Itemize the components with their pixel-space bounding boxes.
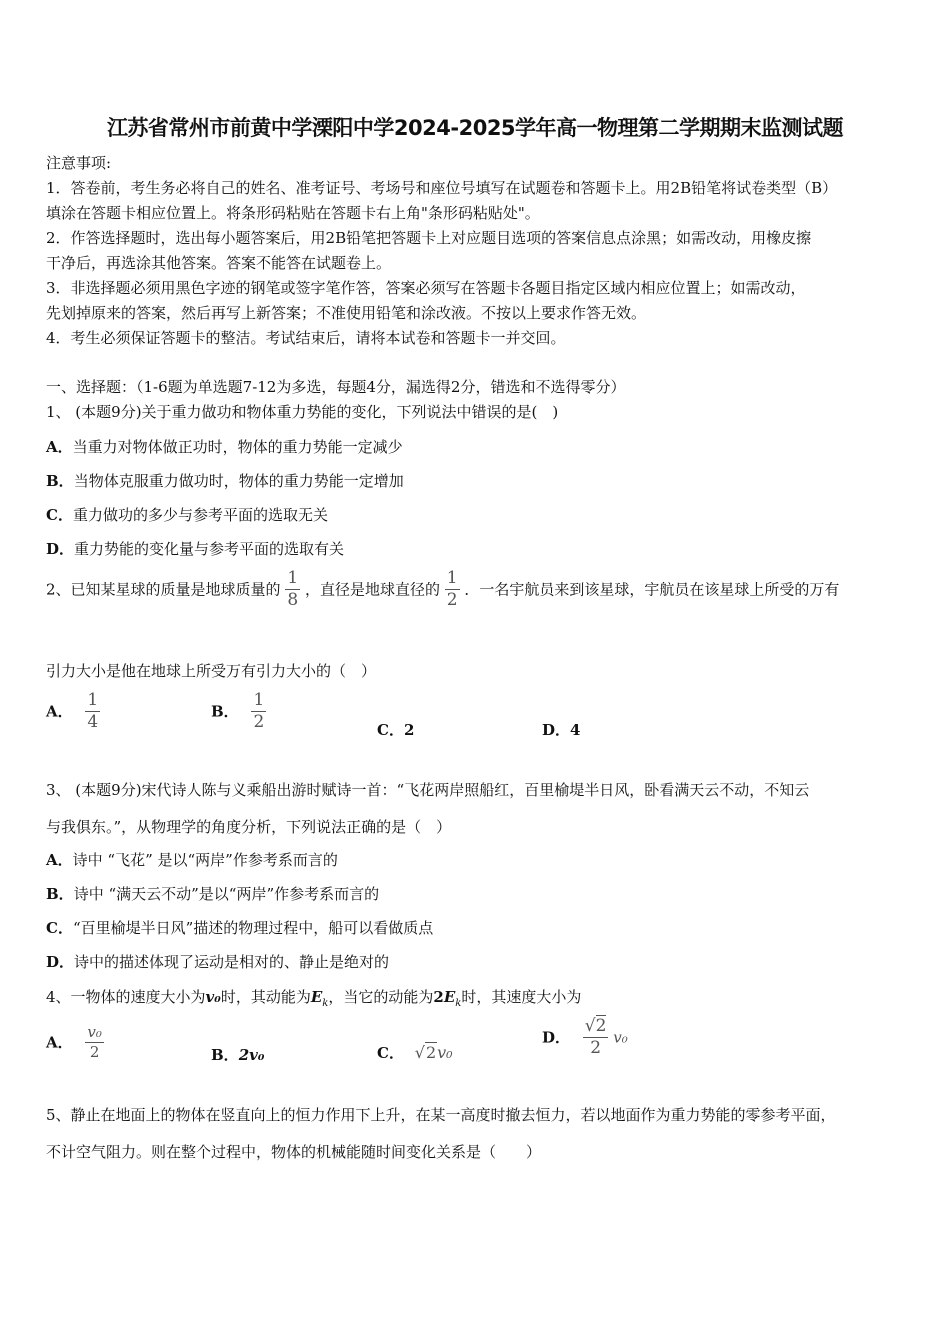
option-text: 当重力对物体做正功时，物体的重力势能一定减少 [72, 438, 403, 456]
option-text: 2v₀ [238, 1046, 265, 1064]
option-label: C． [46, 506, 73, 524]
q4-sub: k [455, 998, 462, 1009]
fraction [445, 570, 460, 609]
option-text: 重力势能的变化量与参考平面的选取有关 [74, 540, 345, 558]
question-3-stem-line2: 与我俱东。”，从物理学的角度分析，下列说法正确的是（ ） [46, 818, 452, 836]
option-text: 4 [570, 721, 581, 739]
numerator: 1 [253, 690, 265, 710]
fraction [583, 1018, 609, 1057]
option-text: 重力做功的多少与参考平面的选取无关 [72, 506, 328, 524]
q4-text: 时，其速度大小为 [461, 988, 582, 1006]
notice-line: 3．非选择题必须用黑色字迹的钢笔或签字笔作答，答案必须写在答题卡各题目指定区域内相应位置上；如需改动， [46, 279, 806, 297]
q4-sub: k [322, 998, 329, 1009]
option-text: 当物体克服重力做功时，物体的重力势能一定增加 [73, 472, 404, 490]
option-label: B． [46, 472, 74, 490]
numerator: v₀ [87, 1023, 102, 1041]
page-title: 江苏省常州市前黄中学溧阳中学2024-2025学年高一物理第二学期期末监测试题 [106, 116, 844, 140]
sqrt-expression: √2v₀ [414, 1043, 453, 1062]
option-text: 诗中的描述体现了运动是相对的、静止是绝对的 [74, 953, 390, 971]
q2-text: ，直径是地球直径的 [304, 580, 440, 599]
q4-text: 4、一物体的速度大小为 [46, 988, 206, 1006]
option-label: C． [377, 721, 404, 739]
question-2-option-b [211, 692, 266, 731]
notice-line: 干净后，再选涂其他答案。答案不能答在试题卷上。 [46, 254, 392, 272]
notice-line: 先划掉原来的答案，然后再写上新答案；不准使用铅笔和涂改液。不按以上要求作答无效。 [46, 304, 647, 322]
q2-text: 2、已知某星球的质量是地球质量的 [46, 580, 281, 599]
denominator: 2 [590, 1038, 602, 1058]
question-2-option-a [46, 692, 100, 731]
fraction [85, 1025, 104, 1060]
q4-text: 时，其动能为 [220, 988, 311, 1006]
question-3-option-a [46, 849, 338, 870]
q4-var: E [310, 988, 323, 1006]
question-2-line2: 引力大小是他在地球上所受万有引力大小的（ ） [46, 662, 377, 680]
option-label: B． [211, 702, 239, 721]
option-text: 2 [403, 721, 415, 739]
q4-var: E [443, 988, 456, 1006]
question-3-stem-line1: 3、 (本题9分)宋代诗人陈与义乘船出游时赋诗一首：“飞花两岸照船红，百里榆堤半日风，卧看满天云不动，不知云 [46, 781, 810, 799]
question-1-option-c [46, 504, 328, 525]
question-4-option-c [377, 1042, 453, 1063]
question-5-stem-line1: 5、静止在地面上的物体在竖直向上的恒力作用下上升，在某一高度时撤去恒力，若以地面作为重力势能的零参考平面， [46, 1106, 836, 1124]
question-4-option-b [211, 1044, 264, 1065]
option-label: C． [46, 919, 73, 937]
question-2-option-d [542, 719, 580, 740]
option-text: “百里榆堤半日风”描述的物理过程中，船可以看做质点 [72, 919, 434, 937]
option-text: 诗中 “满天云不动”是以“两岸”作参考系而言的 [73, 885, 380, 903]
q4-text: ，当它的动能为 [328, 988, 434, 1006]
question-2-stem [46, 570, 839, 609]
option-label: B． [211, 1046, 239, 1064]
q2-text: ．一名宇航员来到该星球，宇航员在该星球上所受的万有 [464, 580, 840, 599]
fraction [85, 692, 100, 731]
question-4-option-a [46, 1025, 104, 1060]
option-label: A． [46, 1033, 73, 1052]
option-label: A． [46, 851, 73, 869]
radicand: 2 [425, 1043, 437, 1062]
q4-num: 2 [433, 988, 444, 1006]
question-3-option-c [46, 917, 433, 938]
question-2-option-c [377, 719, 414, 740]
question-1-option-a [46, 436, 403, 457]
denominator: 2 [446, 590, 458, 610]
option-label: D． [542, 721, 571, 739]
notice-line: 填涂在答题卡相应位置上。将条形码粘贴在答题卡右上角"条形码粘贴处"。 [46, 204, 540, 222]
option-label: C． [377, 1044, 404, 1062]
numerator: 1 [446, 568, 458, 588]
option-label: D． [46, 953, 75, 971]
question-3-option-d [46, 951, 389, 972]
numerator: √2 [584, 1016, 607, 1036]
notice-line: 2．作答选择题时，选出每小题答案后，用2B铅笔把答题卡上对应题目选项的答案信息点涂黑；如需改动，用橡皮擦 [46, 229, 812, 247]
denominator: 2 [89, 1043, 100, 1061]
numerator: 1 [287, 568, 299, 588]
question-1-option-b [46, 470, 404, 491]
question-4-option-d [542, 1018, 628, 1057]
q4-var: v₀ [205, 988, 221, 1006]
question-1-option-d [46, 538, 344, 559]
option-label: A． [46, 702, 73, 721]
section-heading: 一、选择题：（1-6题为单选题7-12为多选，每题4分，漏选得2分，错选和不选得零分） [46, 378, 626, 396]
question-3-option-b [46, 883, 379, 904]
option-label: D． [46, 540, 75, 558]
option-label: B． [46, 885, 74, 903]
denominator: 8 [287, 590, 299, 610]
option-label: D． [542, 1028, 571, 1047]
notice-line: 1．答卷前，考生务必将自己的姓名、准考证号、考场号和座位号填写在试题卷和答题卡上。用2B铅笔将试卷类型（B） [46, 179, 838, 197]
option-var: v₀ [613, 1028, 628, 1047]
option-text: 诗中 “飞花” 是以“两岸”作参考系而言的 [72, 851, 338, 869]
question-5-stem-line2: 不计空气阻力。则在整个过程中，物体的机械能随时间变化关系是（ ） [46, 1143, 542, 1161]
sqrt-var: v₀ [437, 1043, 453, 1062]
denominator: 4 [87, 712, 99, 732]
fraction [251, 692, 266, 731]
radicand: 2 [595, 1016, 607, 1036]
option-label: A． [46, 438, 73, 456]
numerator: 1 [87, 690, 99, 710]
notice-heading: 注意事项: [46, 154, 112, 172]
question-1-stem: 1、 (本题9分)关于重力做功和物体重力势能的变化，下列说法中错误的是( ) [46, 403, 559, 421]
notice-line: 4．考生必须保证答题卡的整洁。考试结束后，请将本试卷和答题卡一并交回。 [46, 329, 566, 347]
fraction [285, 570, 300, 609]
question-4-stem [46, 986, 581, 1009]
denominator: 2 [253, 712, 265, 732]
